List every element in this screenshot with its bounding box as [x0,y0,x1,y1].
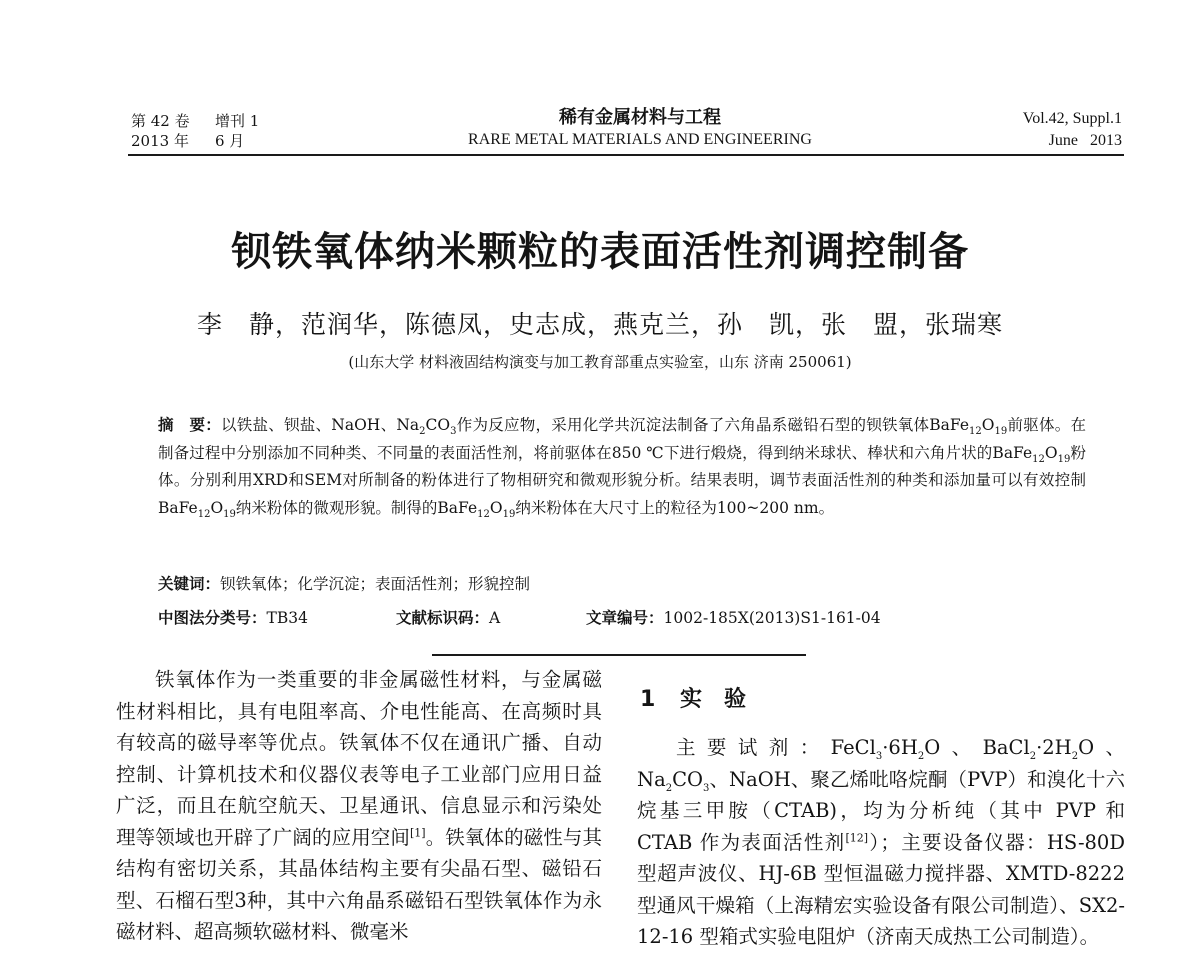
keywords [158,572,1086,596]
clc-number [158,606,396,630]
clc-label: 中图法分类号： [158,609,267,627]
subscript: 12 [197,508,211,520]
abstract-text: O [981,416,995,434]
body-text: 主要试剂：FeCl [676,736,876,759]
subscript: 2 [917,750,925,762]
abstract-label: 摘 要： [158,416,222,434]
body-text: 、NaOH、聚乙烯吡咯烷酮（PVP）和溴化十六烷基三甲胺（CTAB)，均为分析纯（其中 PVP 和 CTAB 作为表面活性剂 [637,767,1125,854]
body-text: ）；主要设备仪器：HS-80D 型超声波仪、HJ-6B 型恒温磁力搅拌器、XMTD-8222 型通风干燥箱（上海精宏实验设备有限公司制造）、SX2-12-16 型箱式实验电阻炉（济南天成热工公司制造）。 [637,830,1125,948]
body-text: 。铁氧体的磁性与其结构有密切关系，其晶体结构主要有尖晶石型、磁铅石型、石榴石型3种，其中六角晶系磁铅石型铁氧体作为永磁材料、超高频软磁材料、微毫米 [116,825,602,943]
subscript: 12 [1032,453,1045,465]
subscript: 19 [1057,453,1071,465]
subscript: 2 [419,426,426,438]
subscript: 2 [1071,750,1079,762]
keywords-text: 钡铁氧体；化学沉淀；表面活性剂；形貌控制 [220,575,531,593]
subscript: 3 [703,782,710,794]
subscript: 12 [477,508,490,520]
volume-cn: 第 42 卷 [131,112,190,130]
abstract-text: 纳米粉体的微观形貌。制得的BaFe [235,498,478,517]
volume-en: Vol.42, Suppl.1 [1022,110,1122,127]
paper-title: 钡铁氧体纳米颗粒的表面活性剂调控制备 [231,229,969,275]
header-rule [128,154,1124,156]
intro-paragraph [116,664,602,948]
issue-cn: 增刊 1 [215,112,260,130]
abstract-text: 粉体。分别利用XRD和SEM对所制备的粉体进行了物相研究和微观形貌分析。结果表明，调节表面活性剂的种类和添加量可以有效控制BaFe [158,443,1086,517]
header-right [960,108,1122,152]
year-cn: 2013 年 [131,132,189,150]
body-text: 铁氧体作为一类重要的非金属磁性材料，与金属磁性材料相比，具有电阻率高、介电性能高、在高频时具有较高的磁导率等优点。铁氧体不仅在通讯广播、自动控制、计算机技术和仪器仪表等电子工业部门应用日益广泛，而且在航空航天、卫星通讯、信息显示和污染处理等领域也开辟了广阔的应用空间 [116,668,602,849]
affiliation: (山东大学 材料液固结构演变与加工教育部重点实验室，山东 济南 250061) [348,353,852,371]
abstract-text: CO [425,416,451,434]
month-cn: 6 月 [215,132,245,150]
abstract-text: 作为反应物，采用化学共沉淀法制备了六角晶系磁铅石型的钡铁氧体BaFe [456,416,970,434]
journal-title-en: RARE METAL MATERIALS AND ENGINEERING [468,131,812,148]
subscript: 2 [665,782,673,794]
subscript: 3 [450,426,457,438]
body-text: ·6H [882,736,918,759]
citation: [1] [410,826,426,839]
article-no-label: 文章编号： [586,609,664,627]
body-text: ·2H [1036,736,1072,759]
abstract-text: 纳米粉体在大尺寸上的粒径为100~200 nm。 [515,498,835,517]
doc-code-value: A [489,609,501,627]
classification-line [158,606,1086,630]
article-number [586,606,881,630]
subscript: 19 [223,508,236,520]
doc-code-label: 文献标识码： [396,609,490,627]
subscript: 2 [1029,750,1037,762]
journal-title-cn: 稀有金属材料与工程 [559,107,721,128]
subscript: 12 [969,426,982,438]
subscript: 3 [875,750,883,762]
subscript: 19 [994,426,1008,438]
abstract-text: O [1044,443,1058,462]
section-title: 实 验 [680,687,747,712]
body-text: O、BaCl [924,736,1030,759]
article-no-value: 1002-185X(2013)S1-161-04 [663,609,881,627]
document-code [396,606,586,630]
abstract-text: O [210,498,224,517]
citation: [12] [845,831,869,844]
author-list: 李 静，范润华，陈德凤，史志成，燕克兰，孙 凯，张 盟，张瑞寒 [196,310,1003,339]
body-text: CO [672,767,703,791]
clc-value: TB34 [266,609,308,627]
experimental-paragraph [637,732,1125,953]
keywords-label: 关键词： [158,575,221,593]
body-text: O、Na [637,736,1125,791]
header-left [131,111,259,151]
section-number: 1 [640,687,656,712]
abstract [158,412,1086,522]
abstract-text: 前驱体。在制备过程中分别添加不同种类、不同量的表面活性剂，将前驱体在850 ℃下进行煅烧，得到纳米球状、棒状和六角片状的BaFe [158,416,1086,462]
section-heading [640,685,746,715]
subscript: 19 [502,508,516,520]
abstract-text: 以铁盐、钡盐、NaOH、Na [221,416,420,434]
date-en: June 2013 [1048,132,1122,149]
header-center [430,106,850,150]
abstract-text: O [489,498,503,517]
abstract-separator [432,654,806,656]
